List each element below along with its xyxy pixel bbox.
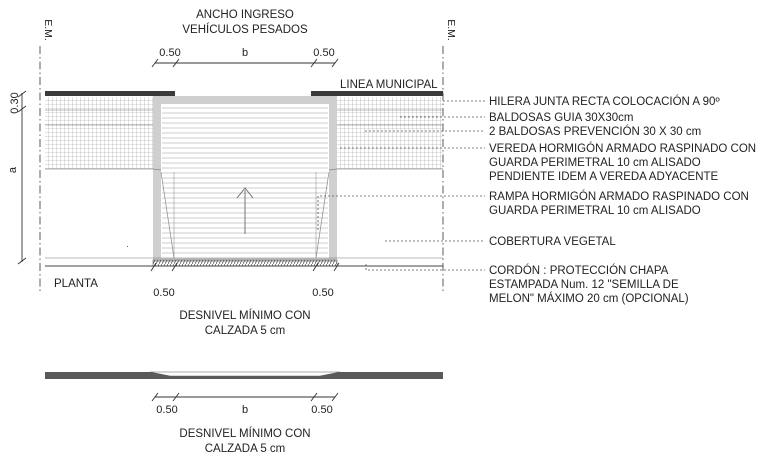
desnivel-2-line-1: DESNIVEL MÍNIMO CON [179, 428, 311, 440]
callout-hilera: HILERA JUNTA RECTA COLOCACIÓN A 90º [489, 96, 720, 108]
desnivel-1-line-2: CALZADA 5 cm [204, 325, 286, 337]
em-label-right: E.M. [445, 19, 457, 41]
ramp-surface [161, 104, 329, 258]
curb-hatch [153, 260, 337, 266]
callout-rampa-2: GUARDA PERIMETRAL 10 cm ALISADO [489, 205, 701, 217]
plan-dim-left: 0.50 [153, 287, 175, 299]
section-dim-right: 0.50 [311, 404, 333, 416]
municipal-line-left [45, 91, 175, 96]
callout-baldosas-prevencion: 2 BALDOSAS PREVENCIÓN 30 X 30 cm [489, 126, 702, 138]
header-line-1: ANCHO INGRESO [196, 9, 294, 21]
side-dim-030: 0.30 [9, 92, 21, 114]
section-dim-b: b [241, 404, 249, 416]
em-label-left: E.M. [42, 19, 54, 41]
side-dimension [18, 91, 26, 264]
callout-cordon-2: ESTAMPADA Num. 12 "SEMILLA DE [489, 279, 679, 291]
callout-rampa-1: RAMPA HORMIGÓN ARMADO RASPINADO CON [489, 191, 749, 203]
desnivel-2-line-2: CALZADA 5 cm [204, 443, 286, 455]
linea-municipal-label: LINEA MUNICIPAL [340, 79, 438, 91]
top-dim-b: b [241, 47, 249, 59]
callout-cobertura: COBERTURA VEGETAL [489, 236, 616, 248]
callout-vereda-1: VEREDA HORMIGÓN ARMADO RASPINADO CON [489, 143, 757, 155]
callout-cordon-1: CORDÓN : PROTECCIÓN CHAPA [489, 265, 669, 277]
top-dim-left: 0.50 [159, 47, 181, 59]
planta-label: PLANTA [54, 278, 98, 290]
top-dim-right: 0.50 [313, 47, 335, 59]
municipal-line-right [311, 91, 443, 96]
callout-vereda-3: PENDIENTE IDEM A VEREDA ADYACENTE [489, 171, 719, 183]
header-line-2: VEHÍCULOS PESADOS [182, 24, 308, 36]
side-dim-a: a [7, 166, 19, 174]
section-depression [150, 372, 340, 376]
top-dimension [152, 59, 338, 67]
speck [127, 246, 128, 247]
section-dim-left: 0.50 [156, 404, 178, 416]
callout-cordon-3: MELON" MÁXIMO 20 cm (OPCIONAL) [489, 293, 689, 305]
desnivel-1-line-1: DESNIVEL MÍNIMO CON [179, 310, 311, 322]
section-dimension [152, 393, 338, 401]
baldosas-left [45, 97, 153, 169]
callout-baldosas-guia: BALDOSAS GUIA 30X30cm [489, 112, 634, 124]
callout-vereda-2: GUARDA PERIMETRAL 10 cm ALISADO [489, 157, 701, 169]
baldosas-right [337, 97, 443, 169]
plan-dim-right: 0.50 [312, 287, 334, 299]
